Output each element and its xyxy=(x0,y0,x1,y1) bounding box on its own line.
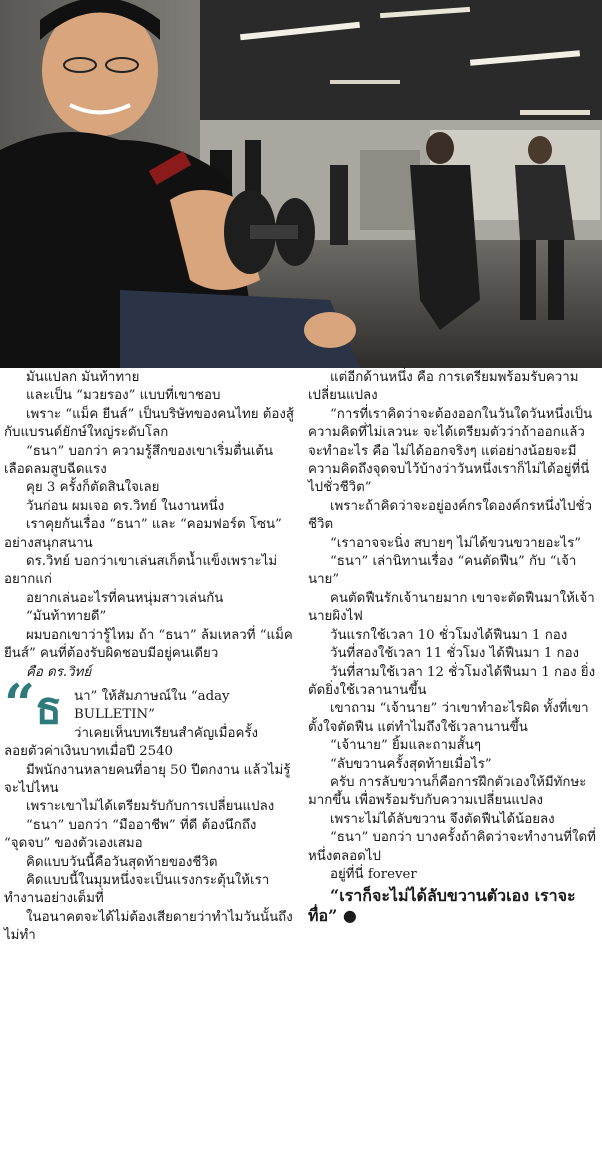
paragraph: ผมบอกเขาว่ารู้ไหม ถ้า “ธนา” ล้มเหลวที่ “แม็คยีนส์” คนที่ต้องรับผิดชอบมีอยู่คนเดียว xyxy=(4,627,293,662)
paragraph: “เจ้านาย” ยิ้มและถามสั้นๆ xyxy=(330,738,482,754)
paragraph: คือ ดร.วิทย์ xyxy=(26,664,92,680)
quote-mark: “ xyxy=(4,671,36,736)
paragraph: “ลับขวานครั้งสุดท้ายเมื่อไร” xyxy=(330,756,492,772)
article-photo xyxy=(0,0,602,368)
paragraph: คิดแบบนี้ในมุมหนึ่งจะเป็นแรงกระตุ้นให้เราทำงานอย่างเต็มที่ xyxy=(4,872,270,907)
paragraph: วันก่อน ผมเจอ ดร.วิทย์ ในงานหนึ่ง xyxy=(26,498,225,514)
paragraph: คุย 3 ครั้งก็ตัดสินใจเลย xyxy=(26,480,160,496)
left-column xyxy=(4,369,294,946)
paragraph: “เราอาจจะนิ่ง สบายๆ ไม่ได้ขวนขวายอะไร” xyxy=(330,535,582,551)
paragraph: มันแปลก มันท้าทาย xyxy=(26,370,140,385)
paragraph: ในอนาคตจะได้ไม่ต้องเสียดายว่าทำไมวันนั้นถึงไม่ทำ xyxy=(4,909,293,944)
paragraph: “ธนา” บอกว่า ความรู้สึกของเขาเริ่มตื่นเต้น เลือดลมสูบฉีดแรง xyxy=(4,443,274,478)
paragraph: เขาถาม “เจ้านาย” ว่าเขาทำอะไรผิด ทั้งที่เขาตั้งใจตัดฟืน แต่ทำไมถึงใช้เวลานานขึ้น xyxy=(308,701,589,735)
paragraph: วันที่สามใช้เวลา 12 ชั่วโมงได้ฟืนมา 1 กอง ยิ่งตัดยิ่งใช้เวลานานขึ้น xyxy=(308,664,596,698)
paragraph: อยากเล่นอะไรที่คนหนุ่มสาวเล่นกัน xyxy=(26,590,224,606)
paragraph: อยู่ที่นี่ forever xyxy=(330,866,417,882)
dropcap-letter: ธ xyxy=(35,682,62,734)
lead-line: นา” ให้สัมภาษณ์ใน “aday BULLETIN” xyxy=(74,688,230,723)
paragraph: มีพนักงานหลายคนที่อายุ 50 ปีตกงาน แล้วไม่รู้จะไปไหน xyxy=(4,762,291,796)
lead-line: ลอยตัวค่าเงินบาทเมื่อปี 2540 xyxy=(4,744,173,760)
paragraph: “ธนา” บอกว่า “มืออาชีพ” ที่ดี ต้องนึกถึง “จุดจบ” ของตัวเองเสมอ xyxy=(4,817,257,852)
photo-man-with-dumbbell-icon xyxy=(0,0,602,368)
paragraph: “การที่เราคิดว่าจะต้องออกในวันใดวันหนึ่งเป็นความคิดที่ไม่เลวนะ จะได้เตรียมตัวว่าถ้าออกแล้วจะทำอะไร คือ ไม่ได้ออกจริงๆ แต่อย่างน้อยจะมีความคิดถึงจุดจบไว้บ้างว่าวันหนึ่งเราก็ไม่ได้อยู่ที่นี่ไปชั่วชีวิต” xyxy=(308,406,593,496)
paragraph: “ธนา” บอกว่า บางครั้งถ้าคิดว่าจะทำงานที่ใดที่หนึ่งตลอดไป xyxy=(308,830,596,864)
paragraph: ครับ การลับขวานก็คือการฝึกตัวเองให้มีทักษะมากขึ้น เพื่อพร้อมรับกับความเปลี่ยนแปลง xyxy=(308,774,587,809)
closing-quote: “เราก็จะไม่ได้ลับขวานตัวเอง เราจะทื่อ” ● xyxy=(308,886,576,926)
paragraph: คนตัดฟืนรักเจ้านายมาก เขาจะตัดฟืนมาให้เจ้านายผิงไฟ xyxy=(308,590,595,625)
paragraph: เพราะไม่ได้ลับขวาน จึงตัดฟืนได้น้อยลง xyxy=(330,811,555,827)
paragraph: เพราะเขาไม่ได้เตรียมรับกับการเปลี่ยนแปลง xyxy=(26,799,275,815)
paragraph: ดร.วิทย์ บอกว่าเขาเล่นสเก็ตน้ำแข็งเพราะไม่อยากแก่ xyxy=(4,554,278,588)
paragraph: และเป็น “มวยรอง” แบบที่เขาชอบ xyxy=(26,388,221,404)
paragraph: เพราะ “แม็ค ยีนส์” เป็นบริษัทของคนไทย ต้องสู้กับแบรนด์ยักษ์ใหญ่ระดับโลก xyxy=(4,406,295,441)
paragraph: วันที่สองใช้เวลา 11 ชั่วโมง ได้ฟืนมา 1 กอง xyxy=(330,646,580,662)
paragraph: วันแรกใช้เวลา 10 ชั่วโมงได้ฟืนมา 1 กอง xyxy=(330,627,568,643)
paragraph: “ธนา” เล่านิทานเรื่อง “คนตัดฟืน” กับ “เจ้านาย” xyxy=(308,554,577,588)
paragraph: แต่อีกด้านหนึ่ง คือ การเตรียมพร้อมรับความเปลี่ยนแปลง xyxy=(308,370,579,404)
paragraph: คิดแบบวันนี้คือวันสุดท้ายของชีวิต xyxy=(26,854,218,870)
paragraph: “มันท้าทายดี” xyxy=(26,609,107,625)
paragraph: เราคุยกันเรื่อง “ธนา” และ “คอมฟอร์ต โซน” อย่างสนุกสนาน xyxy=(4,517,282,551)
paragraph: เพราะถ้าคิดว่าจะอยู่องค์กรใดองค์กรหนึ่งไปชั่วชีวิต xyxy=(308,498,592,533)
lead-line: ว่าเคยเห็นบทเรียนสำคัญเมื่อครั้ง xyxy=(74,725,258,741)
lead-ornament xyxy=(4,671,66,736)
right-column xyxy=(308,369,598,926)
